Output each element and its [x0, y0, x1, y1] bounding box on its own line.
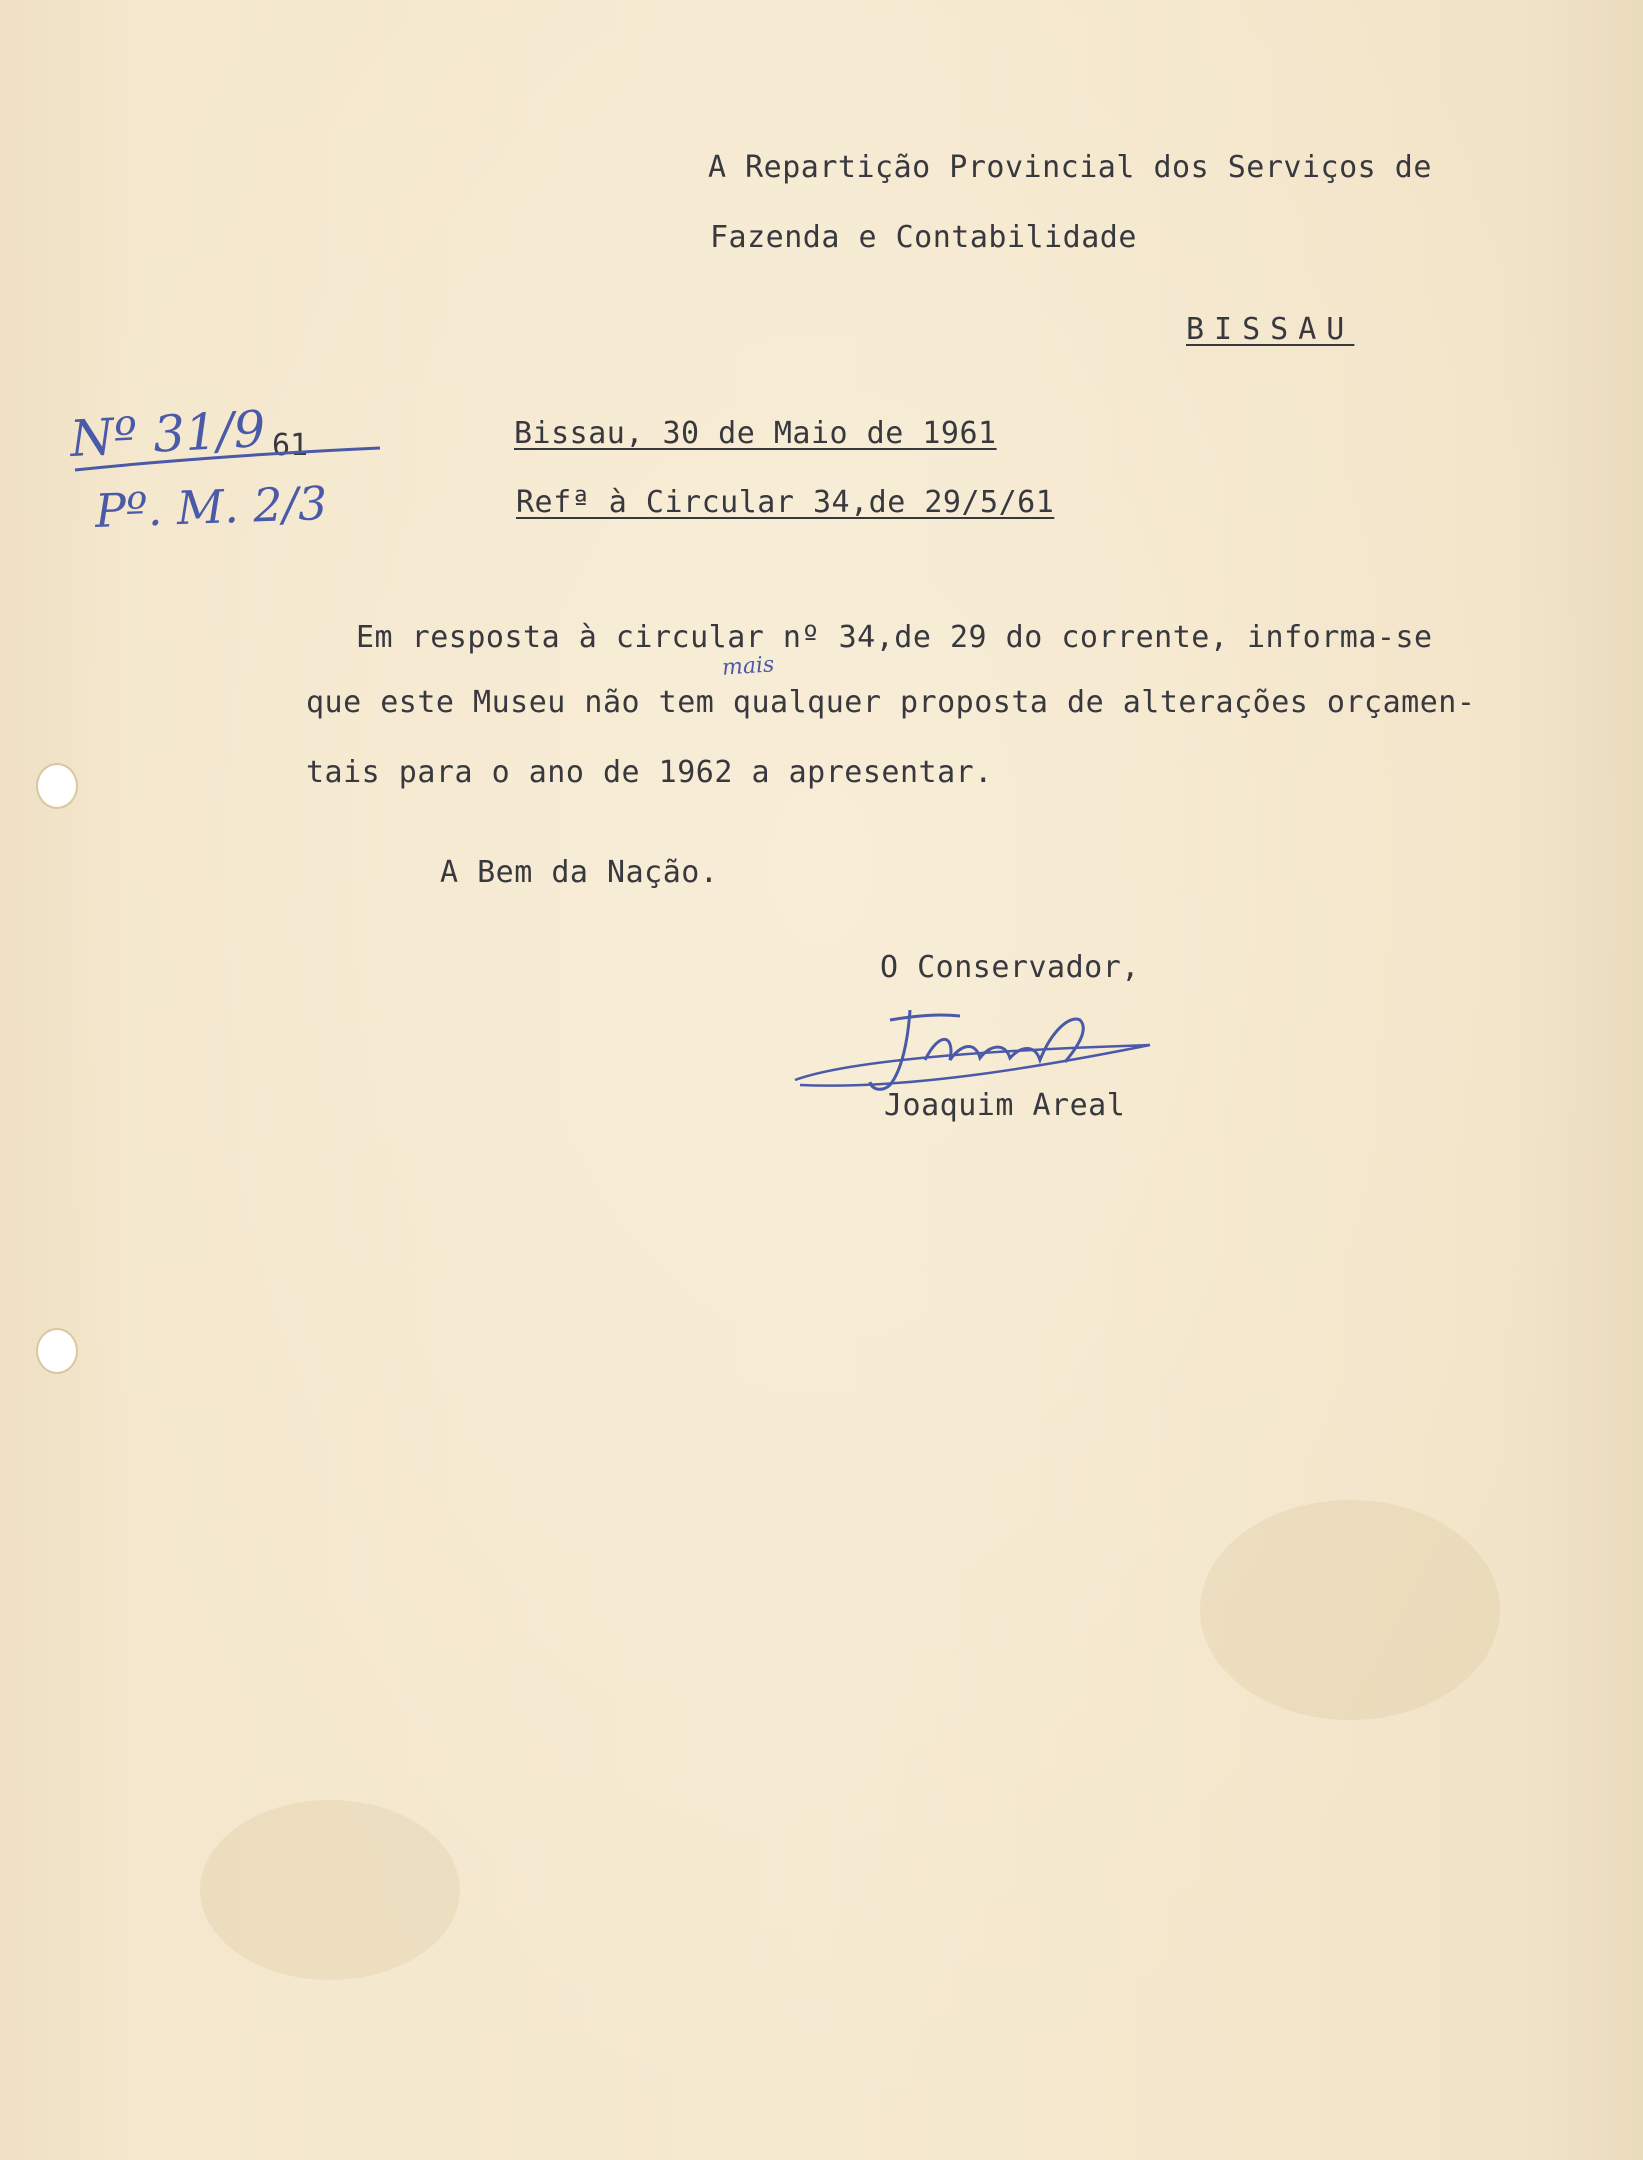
punch-hole	[38, 1330, 76, 1372]
handwritten-reference: Pº. M. 2/3	[94, 475, 329, 539]
recipient-line-2: Fazenda e Contabilidade	[710, 220, 1137, 255]
body-line-2: que este Museu não tem qualquer proposta de alterações orçamen-	[306, 685, 1476, 720]
body-line-1: Em resposta à circular nº 34,de 29 do corrente, informa-se	[356, 620, 1433, 655]
typed-year-suffix: 61	[272, 428, 309, 463]
recipient-city: BISSAU	[1186, 312, 1355, 347]
reference-line: Refª à Circular 34,de 29/5/61	[516, 485, 1055, 520]
signatory-role: O Conservador,	[880, 950, 1140, 985]
closing-salutation: A Bem da Nação.	[440, 855, 719, 890]
recipient-line-1: A Repartição Provincial dos Serviços de	[708, 150, 1432, 185]
date-line: Bissau, 30 de Maio de 1961	[514, 416, 997, 451]
signatory-name: Joaquim Areal	[884, 1088, 1126, 1123]
handwritten-insertion: mais	[721, 652, 776, 681]
handwritten-file-number: Nº 31/9	[68, 399, 267, 469]
body-line-3: tais para o ano de 1962 a apresentar.	[306, 755, 993, 790]
paper-stain	[1200, 1500, 1500, 1720]
paper-stain	[200, 1800, 460, 1980]
punch-hole	[38, 765, 76, 807]
